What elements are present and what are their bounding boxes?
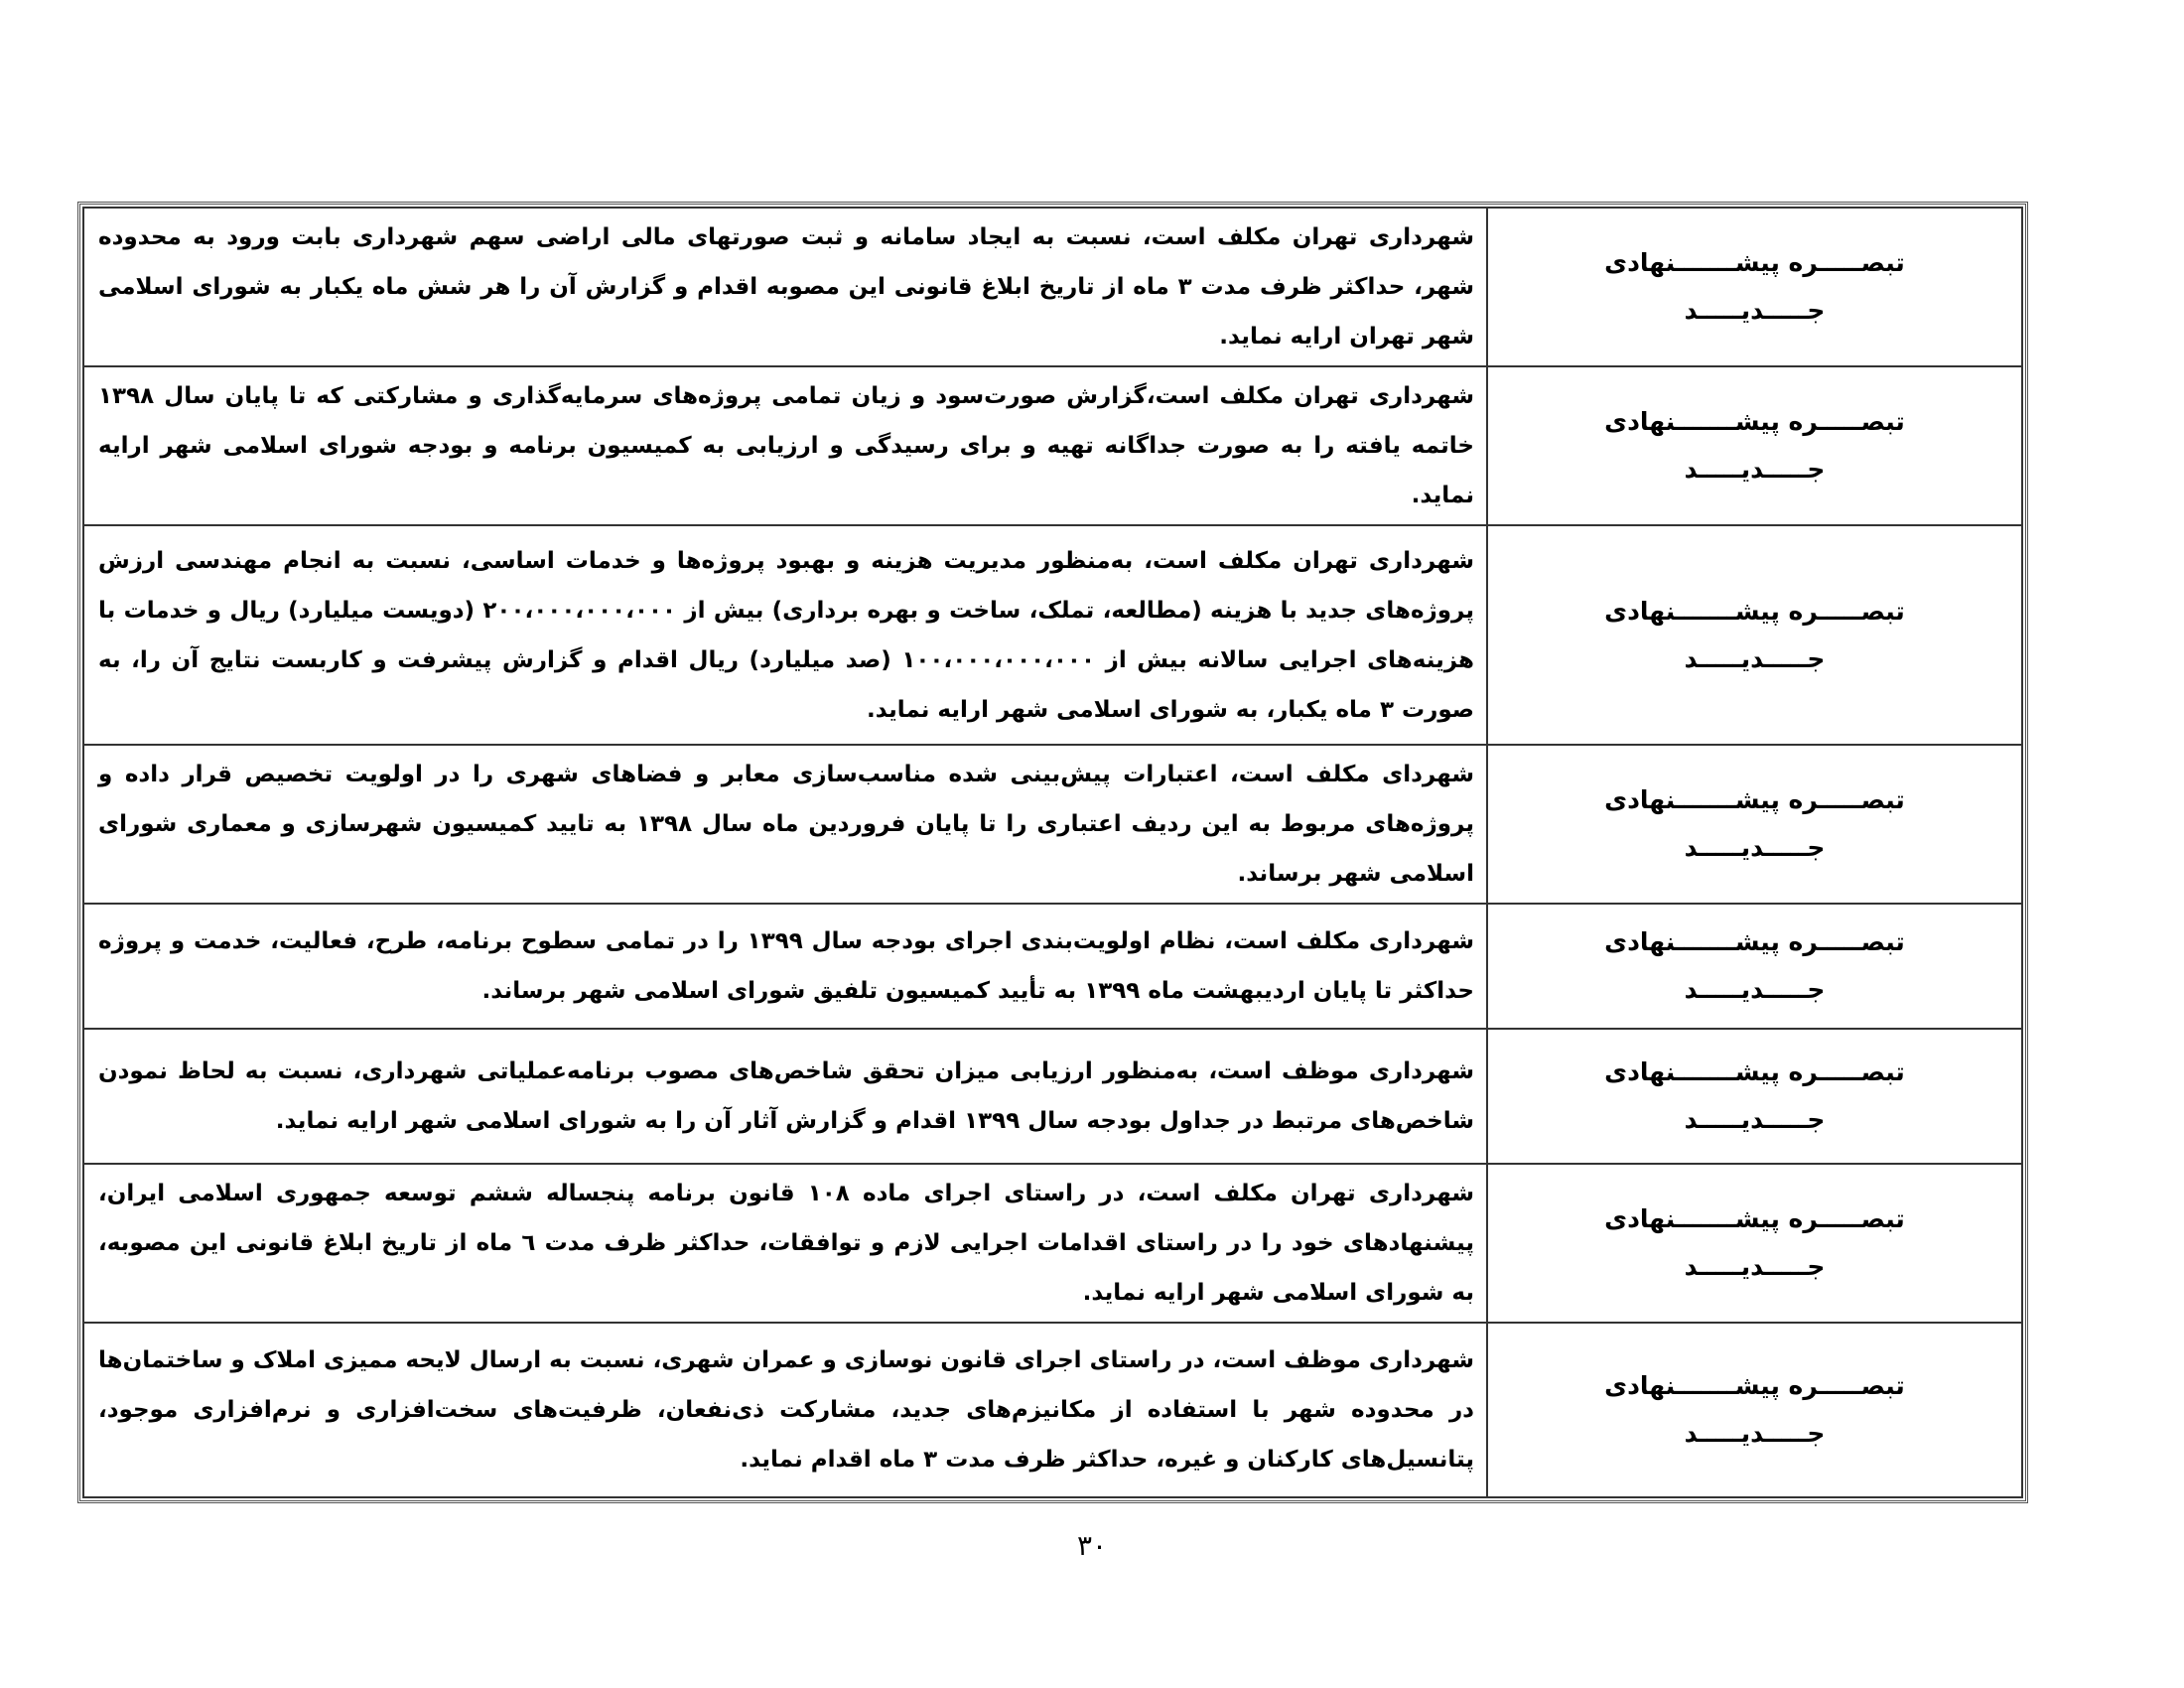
provision-label-line1: تبصـــــره پیشـــــــنهادی <box>1604 1057 1905 1086</box>
table-row <box>83 745 2022 904</box>
provision-label-line1: تبصـــــره پیشـــــــنهادی <box>1604 1204 1905 1233</box>
provisions-table-frame <box>77 202 2028 1503</box>
table-row <box>83 366 2022 525</box>
table-row <box>83 1029 2022 1164</box>
provision-text: شهرداری تهران مکلف است، نسبت به ایجاد سامانه و ثبت صورتهای مالی اراضی سهم شهرداری بابت ورود به محدوده شهر، حداکثر ظرف مدت ۳ ماه از تاریخ ابلاغ قانونی این مصوبه اقدام و گزارش آن را هر شش ماه یکبار به شورای اسلامی شهر تهران ارایه نماید. <box>83 208 1487 366</box>
provision-label <box>1487 1164 2022 1323</box>
provision-text: شهردای مکلف است، اعتبارات پیش‌بینی شده مناسب‌سازی معابر و فضاهای شهری را در اولویت تخصیص قرار داده و پروژه‌های مربوط به این ردیف اعتباری را تا پایان فروردین ماه سال ۱۳۹۸ به تایید کمیسیون شهرسازی و معماری شورای اسلامی شهر برساند. <box>83 745 1487 904</box>
provision-label-line2: جـــــدیـــــد <box>1684 833 1826 862</box>
table-row <box>83 525 2022 745</box>
provision-label-line1: تبصـــــره پیشـــــــنهادی <box>1604 927 1905 956</box>
provision-label-line2: جـــــدیـــــد <box>1684 1419 1826 1448</box>
page-number: ۳۰ <box>1076 1529 1108 1562</box>
provision-label-line1: تبصـــــره پیشـــــــنهادی <box>1604 785 1905 814</box>
provision-text: شهرداری تهران مکلف است،گزارش صورت‌سود و زیان تمامی پروژه‌های سرمایه‌گذاری و مشارکتی که تا پایان سال ۱۳۹۸ خاتمه یافته را به صورت جداگانه تهیه و برای رسیدگی و ارزیابی به کمیسیون برنامه و بودجه شورای اسلامی شهر ارایه نماید. <box>83 366 1487 525</box>
provision-label-line2: جـــــدیـــــد <box>1684 975 1826 1004</box>
provision-label <box>1487 1323 2022 1497</box>
provision-label-line2: جـــــدیـــــد <box>1684 1105 1826 1134</box>
provision-text: شهرداری تهران مکلف است، به‌منظور مدیریت هزینه و بهبود پروژه‌ها و خدمات اساسی، نسبت به انجام مهندسی ارزش پروژه‌های جدید با هزینه (مطالعه، تملک، ساخت و بهره برداری) بیش از ۲۰۰،۰۰۰،۰۰۰،۰۰۰ (دویست میلیارد) ریال و خدمات با هزینه‌های اجرایی سالانه بیش از ۱۰۰،۰۰۰،۰۰۰،۰۰۰ (صد میلیارد) ریال اقدام و گزارش پیشرفت و کاربست نتایج آن را، به صورت ۳ ماه یکبار، به شورای اسلامی شهر ارایه نماید. <box>83 525 1487 745</box>
table-row <box>83 1323 2022 1497</box>
table-row <box>83 208 2022 366</box>
provision-label-line2: جـــــدیـــــد <box>1684 296 1826 325</box>
provision-text: شهرداری موظف است، در راستای اجرای قانون نوسازی و عمران شهری، نسبت به ارسال لایحه ممیزی املاک و ساختمان‌ها در محدوده شهر با استفاده از مکانیزم‌های جدید، مشارکت ذی‌نفعان، ظرفیت‌های سخت‌افزاری و نرم‌افزاری موجود، پتانسیل‌های کارکنان و غیره، حداکثر ظرف مدت ۳ ماه اقدام نماید. <box>83 1323 1487 1497</box>
provision-label <box>1487 366 2022 525</box>
provision-label <box>1487 904 2022 1029</box>
table-row <box>83 904 2022 1029</box>
provision-label <box>1487 525 2022 745</box>
provision-label <box>1487 1029 2022 1164</box>
provision-text: شهرداری موظف است، به‌منظور ارزیابی میزان تحقق شاخص‌های مصوب برنامه‌عملیاتی شهرداری، نسبت به لحاظ نمودن شاخص‌های مرتبط در جداول بودجه سال ۱۳۹۹ اقدام و گزارش آثار آن را به شورای اسلامی شهر ارایه نماید. <box>83 1029 1487 1164</box>
provision-label-line1: تبصـــــره پیشـــــــنهادی <box>1604 596 1905 626</box>
table-row <box>83 1164 2022 1323</box>
provision-label-line1: تبصـــــره پیشـــــــنهادی <box>1604 248 1905 277</box>
provision-label <box>1487 208 2022 366</box>
provision-label-line1: تبصـــــره پیشـــــــنهادی <box>1604 1371 1905 1400</box>
provision-text: شهرداری تهران مکلف است، در راستای اجرای ماده ۱۰۸ قانون برنامه پنجساله ششم توسعه جمهوری اسلامی ایران، پیشنهادهای خود را در راستای اقدامات اجرایی لازم و توافقات، حداکثر ظرف مدت ٦ ماه از تاریخ ابلاغ قانونی این مصوبه، به شورای اسلامی شهر ارایه نماید. <box>83 1164 1487 1323</box>
provision-label-line2: جـــــدیـــــد <box>1684 643 1826 673</box>
provision-label-line1: تبصـــــره پیشـــــــنهادی <box>1604 407 1905 436</box>
provision-text: شهرداری مکلف است، نظام اولویت‌بندی اجرای بودجه سال ۱۳۹۹ را در تمامی سطوح برنامه، طرح، فعالیت، خدمت و پروژه حداکثر تا پایان اردیبهشت ماه ۱۳۹۹ به تأیید کمیسیون تلفیق شورای اسلامی شهر برساند. <box>83 904 1487 1029</box>
provision-label <box>1487 745 2022 904</box>
provision-label-line2: جـــــدیـــــد <box>1684 1252 1826 1281</box>
provision-label-line2: جـــــدیـــــد <box>1684 455 1826 484</box>
provisions-table <box>82 207 2023 1498</box>
